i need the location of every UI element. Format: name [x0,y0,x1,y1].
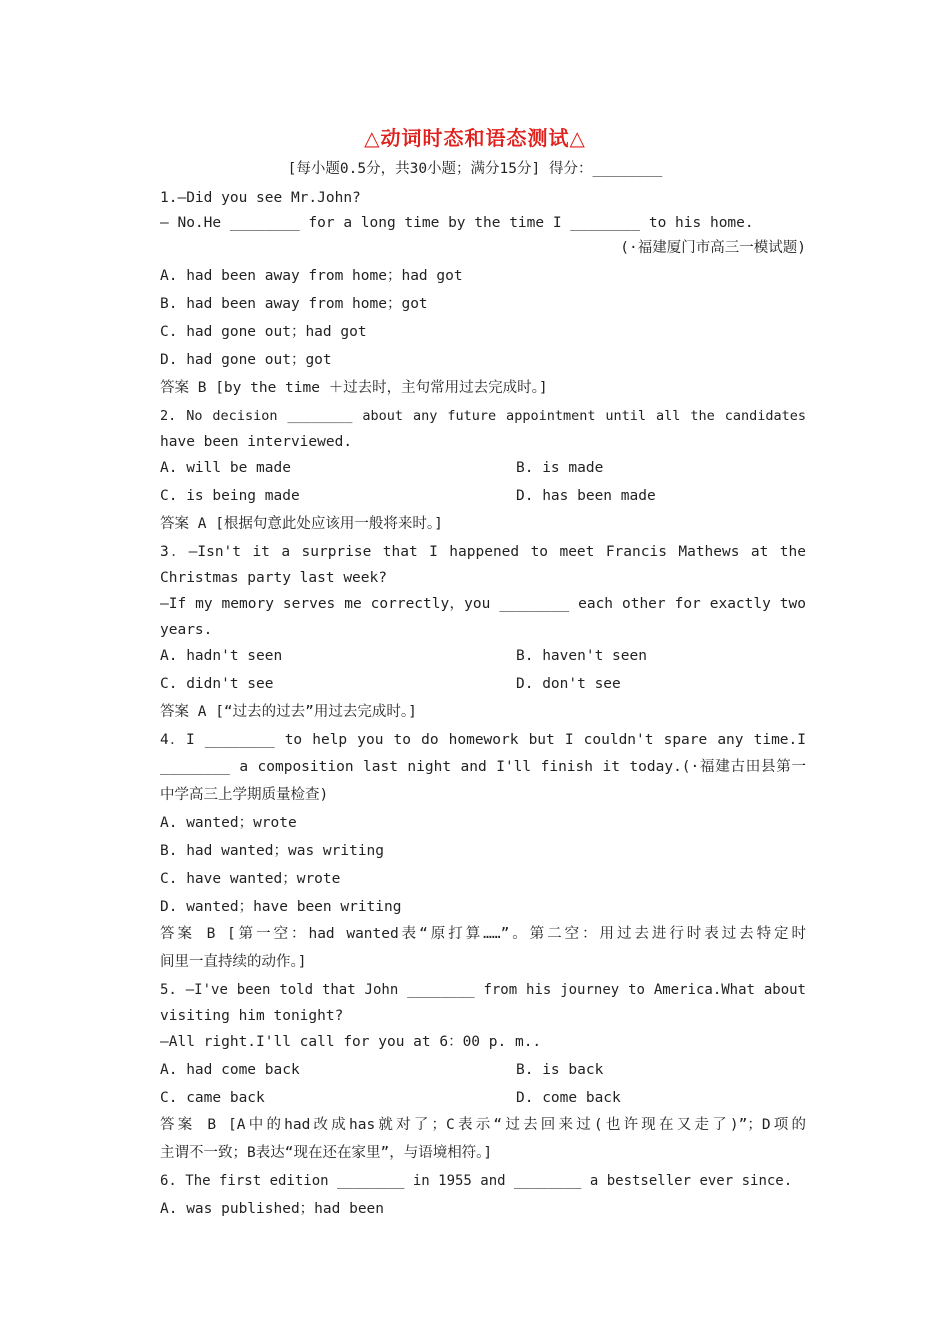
question-5-answer-line-2: 主谓不一致；B表达“现在还在家里”，与语境相符。] [160,1145,493,1161]
question-5-option-c: C. came back [160,1090,265,1106]
question-5-answer-line-1: 答案 B [A中的had改成has就对了；C表示“过去回来过(也许现在又走了)”；D项的 [160,1117,806,1133]
question-4-option-b: B. had wanted；was writing [160,843,385,859]
question-1-line-1: 1.—Did you see Mr.John? [160,190,361,206]
question-3-line-2: Christmas party last week? [160,570,387,586]
question-2-option-a: A. will be made [160,460,291,476]
document-title: △动词时态和语态测试△ [364,126,586,150]
question-3-option-b: B. haven't seen [516,648,647,664]
question-5-option-a: A. had come back [160,1062,300,1078]
question-6-line-1: 6. The first edition ________ in 1955 and ________ a bestseller ever since. [160,1173,793,1189]
question-1-option-a: A. had been away from home；had got [160,268,463,284]
question-4-line-2: ________ a composition last night and I'll finish it today.(·福建古田县第一 [160,759,806,775]
question-2-option-b: B. is made [516,460,604,476]
question-3-option-a: A. hadn't seen [160,648,283,664]
question-2-line-2: have been interviewed. [160,434,353,450]
question-5-line-3: —All right.I'll call for you at 6：00 p. m.. [160,1034,542,1050]
question-4-option-d: D. wanted；have been writing [160,899,402,915]
question-3-answer: 答案 A [“过去的过去”用过去完成时。] [160,704,417,720]
question-3-option-d: D. don't see [516,676,621,692]
question-3-line-1: 3．—Isn't it a surprise that I happened to meet Francis Mathews at the [160,544,806,560]
question-4-option-a: A. wanted；wrote [160,815,297,831]
question-3-line-3: —If my memory serves me correctly，you ________ each other for exactly two [160,596,806,612]
question-4-answer-line-1: 答案 B [第一空：had wanted表“原打算……”。第二空：用过去进行时表过去特定时 [160,926,806,942]
question-2-answer: 答案 A [根据句意此处应该用一般将来时。] [160,516,443,532]
question-1-line-2: — No.He ________ for a long time by the time I ________ to his home. [160,215,754,231]
question-5-line-1: 5. —I've been told that John ________ from his journey to America.What about [160,982,806,998]
question-3-option-c: C. didn't see [160,676,274,692]
question-1-option-c: C. had gone out；had got [160,324,367,340]
question-1-option-d: D. had gone out；got [160,352,332,368]
question-5-line-2: visiting him tonight? [160,1008,344,1024]
question-1-option-b: B. had been away from home；got [160,296,428,312]
question-4-option-c: C. have wanted；wrote [160,871,341,887]
question-4-answer-line-2: 间里一直持续的动作。] [160,954,307,970]
question-2-option-c: C. is being made [160,488,300,504]
question-5-option-d: D. come back [516,1090,621,1106]
question-4-line-1: 4．I ________ to help you to do homework but I couldn't spare any time.I [160,732,806,748]
question-2-option-d: D. has been made [516,488,656,504]
question-6-option-a: A. was published；had been [160,1201,385,1217]
score-header: [每小题0.5分，共30小题；满分15分] 得分：________ [287,161,663,177]
question-3-line-4: years. [160,622,213,638]
question-4-line-3: 中学高三上学期质量检查) [160,787,329,803]
question-1-answer: 答案 B [by the time ＋过去时，主句常用过去完成时。] [160,380,548,396]
question-1-source: (·福建厦门市高三一模试题) [620,240,806,256]
question-2-line-1: 2. No decision ________ about any future appointment until all the candidates [160,408,806,424]
question-5-option-b: B. is back [516,1062,604,1078]
